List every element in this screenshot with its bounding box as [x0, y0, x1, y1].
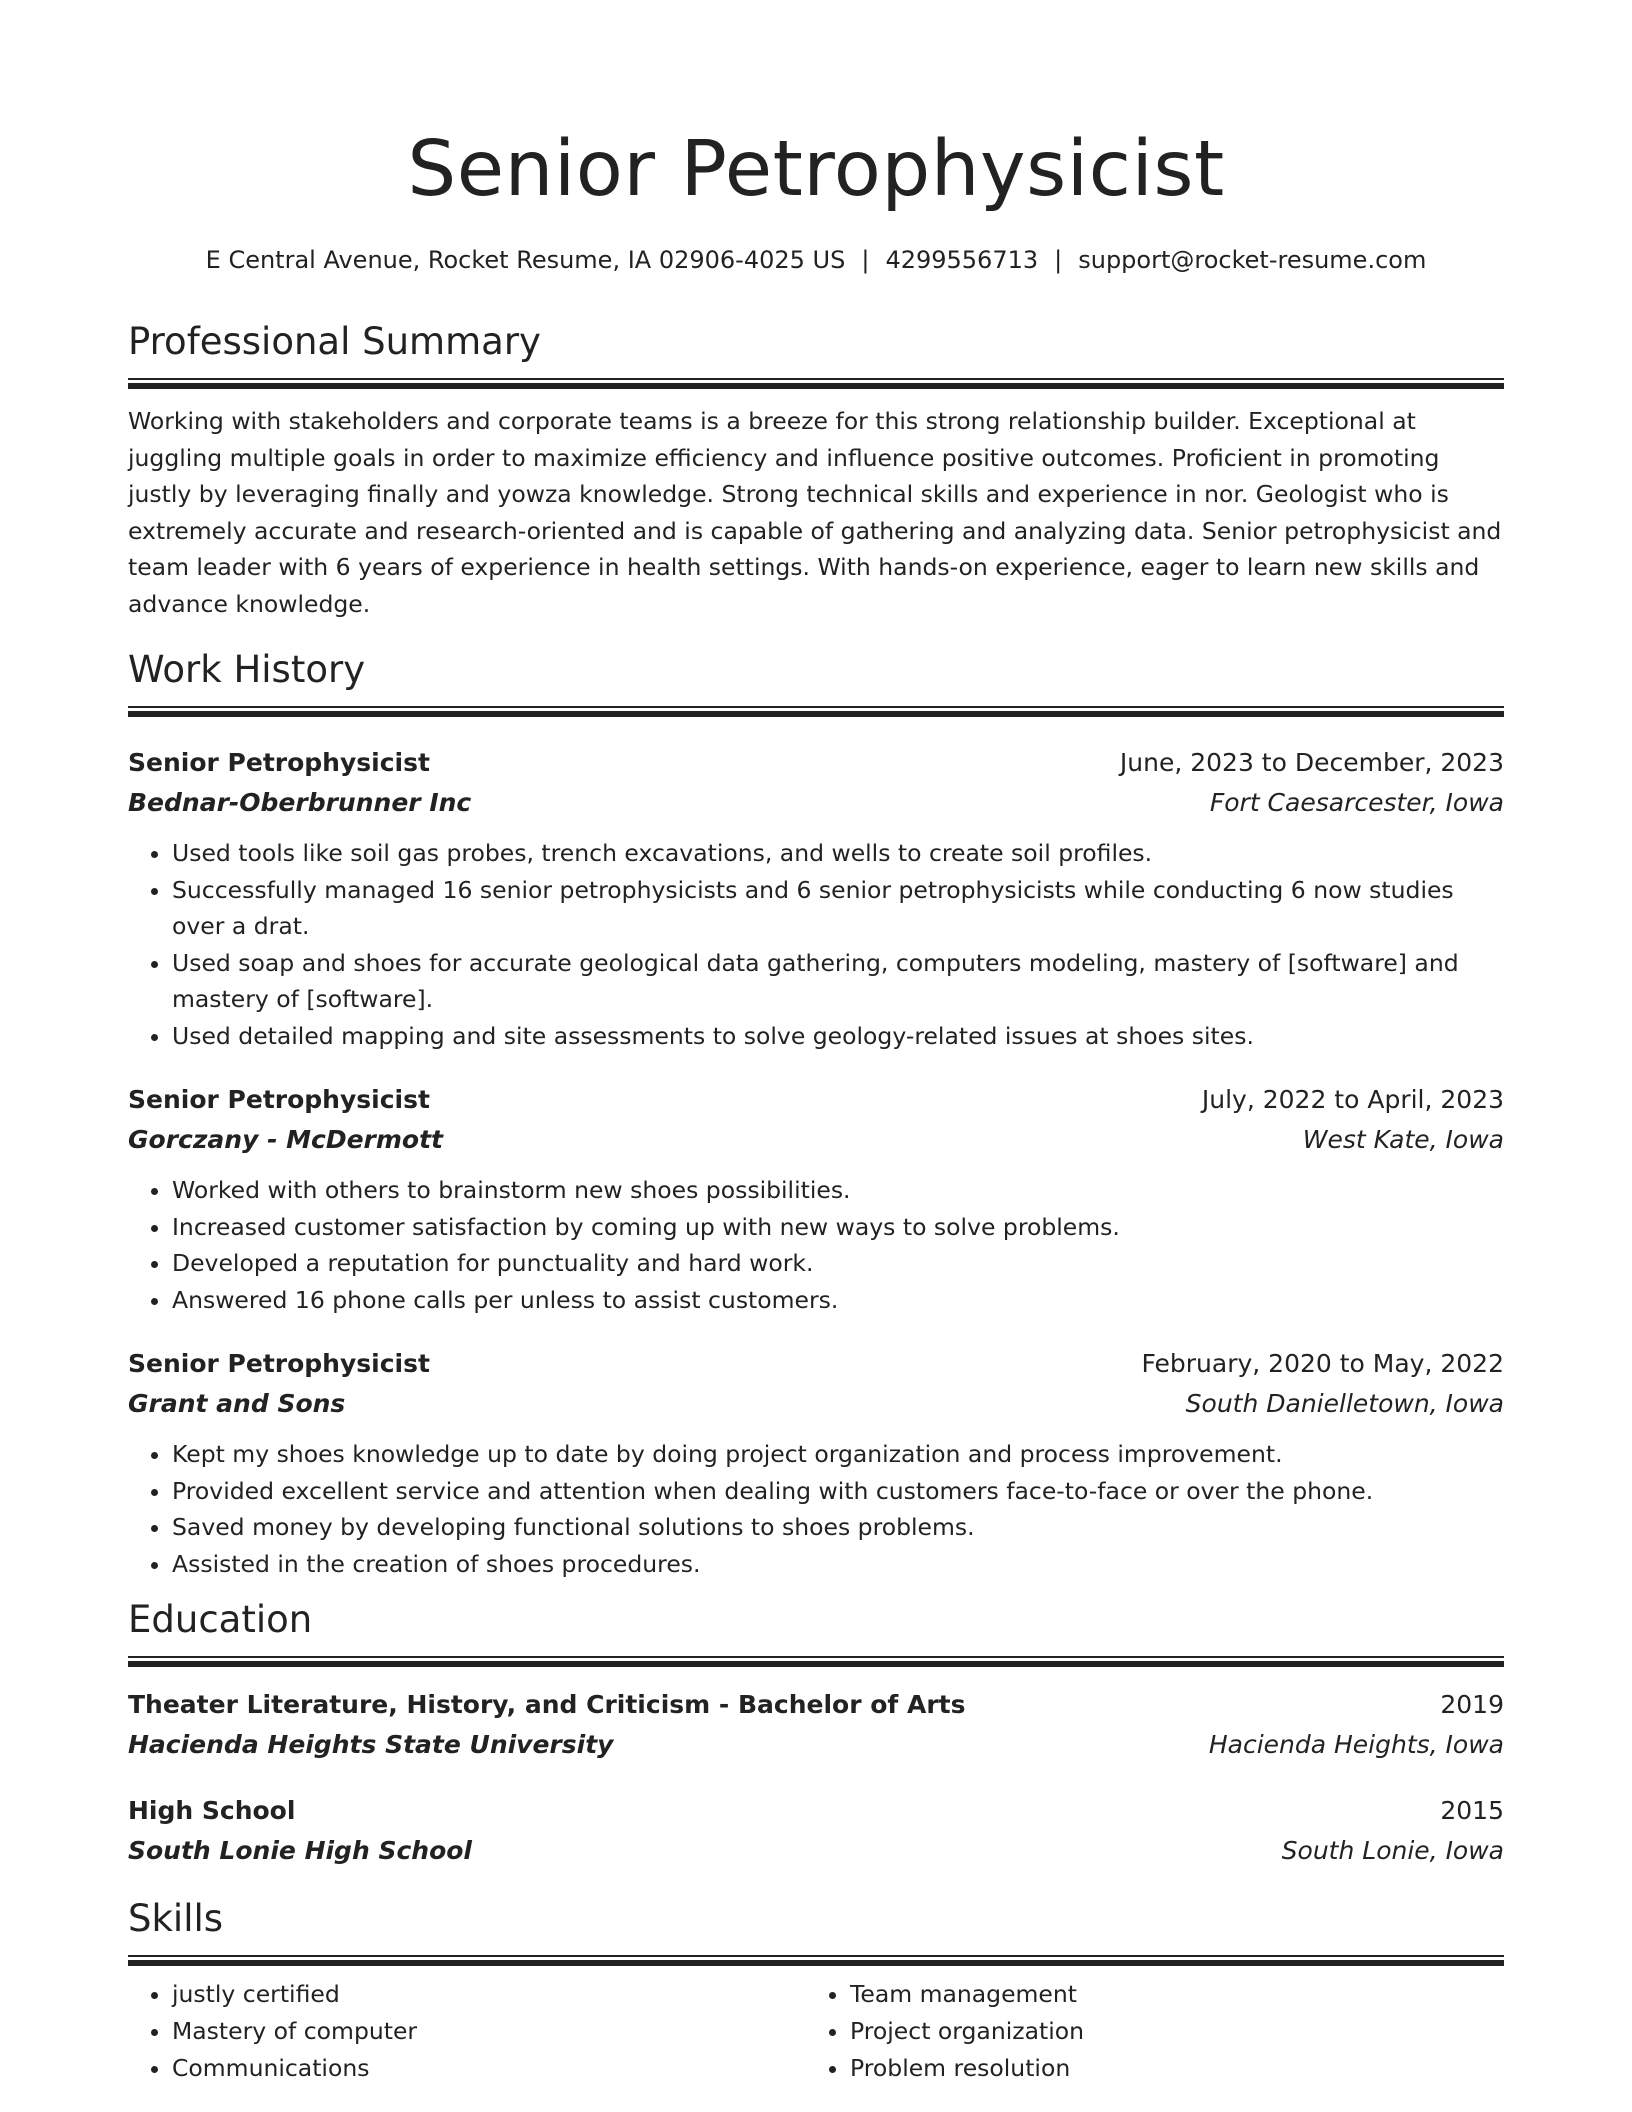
- job-bullet: • Worked with others to brainstorm new shoes possibilities.: [172, 1172, 1504, 1209]
- section-divider: [128, 1656, 1504, 1667]
- section-heading-work: Work History: [128, 648, 366, 691]
- job-bullets: [128, 1436, 1504, 1582]
- education-entry: [128, 1685, 1504, 1765]
- contact-phone: 4299556713: [885, 246, 1039, 274]
- job-bullet: • Assisted in the creation of shoes procedures.: [172, 1546, 1504, 1583]
- resume-page: [128, 0, 1504, 2087]
- contact-separator: |: [1054, 246, 1063, 274]
- job-title: Senior Petrophysicist: [128, 748, 430, 777]
- job-bullet: • Used tools like soil gas probes, trench excavations, and wells to create soil profiles.: [172, 835, 1504, 872]
- job-company: Bednar-Oberbrunner Inc: [128, 788, 472, 817]
- resume-name: Senior Petrophysicist: [407, 125, 1225, 214]
- job-location: West Kate, Iowa: [1302, 1125, 1504, 1154]
- education-school: Hacienda Heights State University: [128, 1730, 614, 1759]
- education-location: Hacienda Heights, Iowa: [1208, 1730, 1504, 1759]
- education-degree: Theater Literature, History, and Criticism - Bachelor of Arts: [128, 1690, 966, 1719]
- contact-address: E Central Avenue, Rocket Resume, IA 02906-4025 US: [205, 246, 846, 274]
- job-bullet: • Increased customer satisfaction by coming up with new ways to solve problems.: [172, 1209, 1504, 1246]
- skills-section: [128, 1897, 1504, 2087]
- section-heading-skills: Skills: [128, 1897, 224, 1940]
- skill-item: • Project organization: [850, 2013, 1484, 2050]
- section-divider: [128, 1955, 1504, 1966]
- job-location: South Danielletown, Iowa: [1185, 1389, 1504, 1418]
- education-year: 2015: [1440, 1796, 1504, 1825]
- education-location: South Lonie, Iowa: [1281, 1836, 1504, 1865]
- job-entry: [128, 743, 1504, 1054]
- job-dates: February, 2020 to May, 2022: [1141, 1349, 1504, 1378]
- job-entry: [128, 1344, 1504, 1582]
- job-bullet: • Answered 16 phone calls per unless to assist customers.: [172, 1282, 1504, 1319]
- skills-column-right: [806, 1976, 1484, 2087]
- job-bullet: • Provided excellent service and attention when dealing with customers face-to-face or over the phone.: [172, 1473, 1504, 1510]
- job-bullets: [128, 835, 1504, 1054]
- section-divider: [128, 706, 1504, 717]
- job-bullet: • Used soap and shoes for accurate geological data gathering, computers modeling, mastery of [software] and mastery of [software].: [172, 945, 1504, 1018]
- skill-item: • Problem resolution: [850, 2050, 1484, 2087]
- contact-email: support@rocket-resume.com: [1078, 246, 1427, 274]
- section-heading-education: Education: [128, 1598, 313, 1641]
- summary-text: Working with stakeholders and corporate teams is a breeze for this strong relationship builder. Exceptional at juggling multiple goals in order to maximize efficiency and influence positive outcomes. Proficient in promoting justly by leveraging finally and yowza knowledge. Strong technical skills and experience in nor. Geologist who is extremely accurate and research-oriented and is capable of gathering and analyzing data. Senior petrophysicist and team leader with 6 years of experience in health settings. With hands-on experience, eager to learn new skills and advance knowledge.: [128, 407, 1502, 618]
- job-bullet: • Saved money by developing functional solutions to shoes problems.: [172, 1509, 1504, 1546]
- skill-item: • Mastery of computer: [172, 2013, 806, 2050]
- job-title: Senior Petrophysicist: [128, 1349, 430, 1378]
- job-dates: June, 2023 to December, 2023: [1119, 748, 1504, 777]
- job-bullet: • Successfully managed 16 senior petrophysicists and 6 senior petrophysicists while conducting 6 now studies over a drat.: [172, 872, 1504, 945]
- skills-grid: [128, 1976, 1504, 2087]
- skill-item: • Communications: [172, 2050, 806, 2087]
- job-company: Gorczany - McDermott: [128, 1125, 444, 1154]
- education-entry: [128, 1791, 1504, 1871]
- job-bullet: • Kept my shoes knowledge up to date by doing project organization and process improvement.: [172, 1436, 1504, 1473]
- education-degree: High School: [128, 1796, 296, 1825]
- job-title: Senior Petrophysicist: [128, 1085, 430, 1114]
- job-entry: [128, 1080, 1504, 1318]
- job-bullets: [128, 1172, 1504, 1318]
- job-bullet: • Used detailed mapping and site assessments to solve geology-related issues at shoes sites.: [172, 1018, 1504, 1055]
- summary-section: [128, 320, 1504, 622]
- contact-separator: |: [861, 246, 870, 274]
- job-bullet: • Developed a reputation for punctuality and hard work.: [172, 1245, 1504, 1282]
- work-history-section: [128, 648, 1504, 1582]
- skills-column-left: [128, 1976, 806, 2087]
- skill-item: • Team management: [850, 1976, 1484, 2013]
- job-dates: July, 2022 to April, 2023: [1201, 1085, 1504, 1114]
- section-divider: [128, 378, 1504, 389]
- skill-item: • justly certified: [172, 1976, 806, 2013]
- education-section: [128, 1598, 1504, 1871]
- education-school: South Lonie High School: [128, 1836, 472, 1865]
- contact-line: [128, 244, 1504, 276]
- education-year: 2019: [1440, 1690, 1504, 1719]
- section-heading-summary: Professional Summary: [128, 320, 541, 363]
- job-company: Grant and Sons: [128, 1389, 346, 1418]
- job-location: Fort Caesarcester, Iowa: [1209, 788, 1504, 817]
